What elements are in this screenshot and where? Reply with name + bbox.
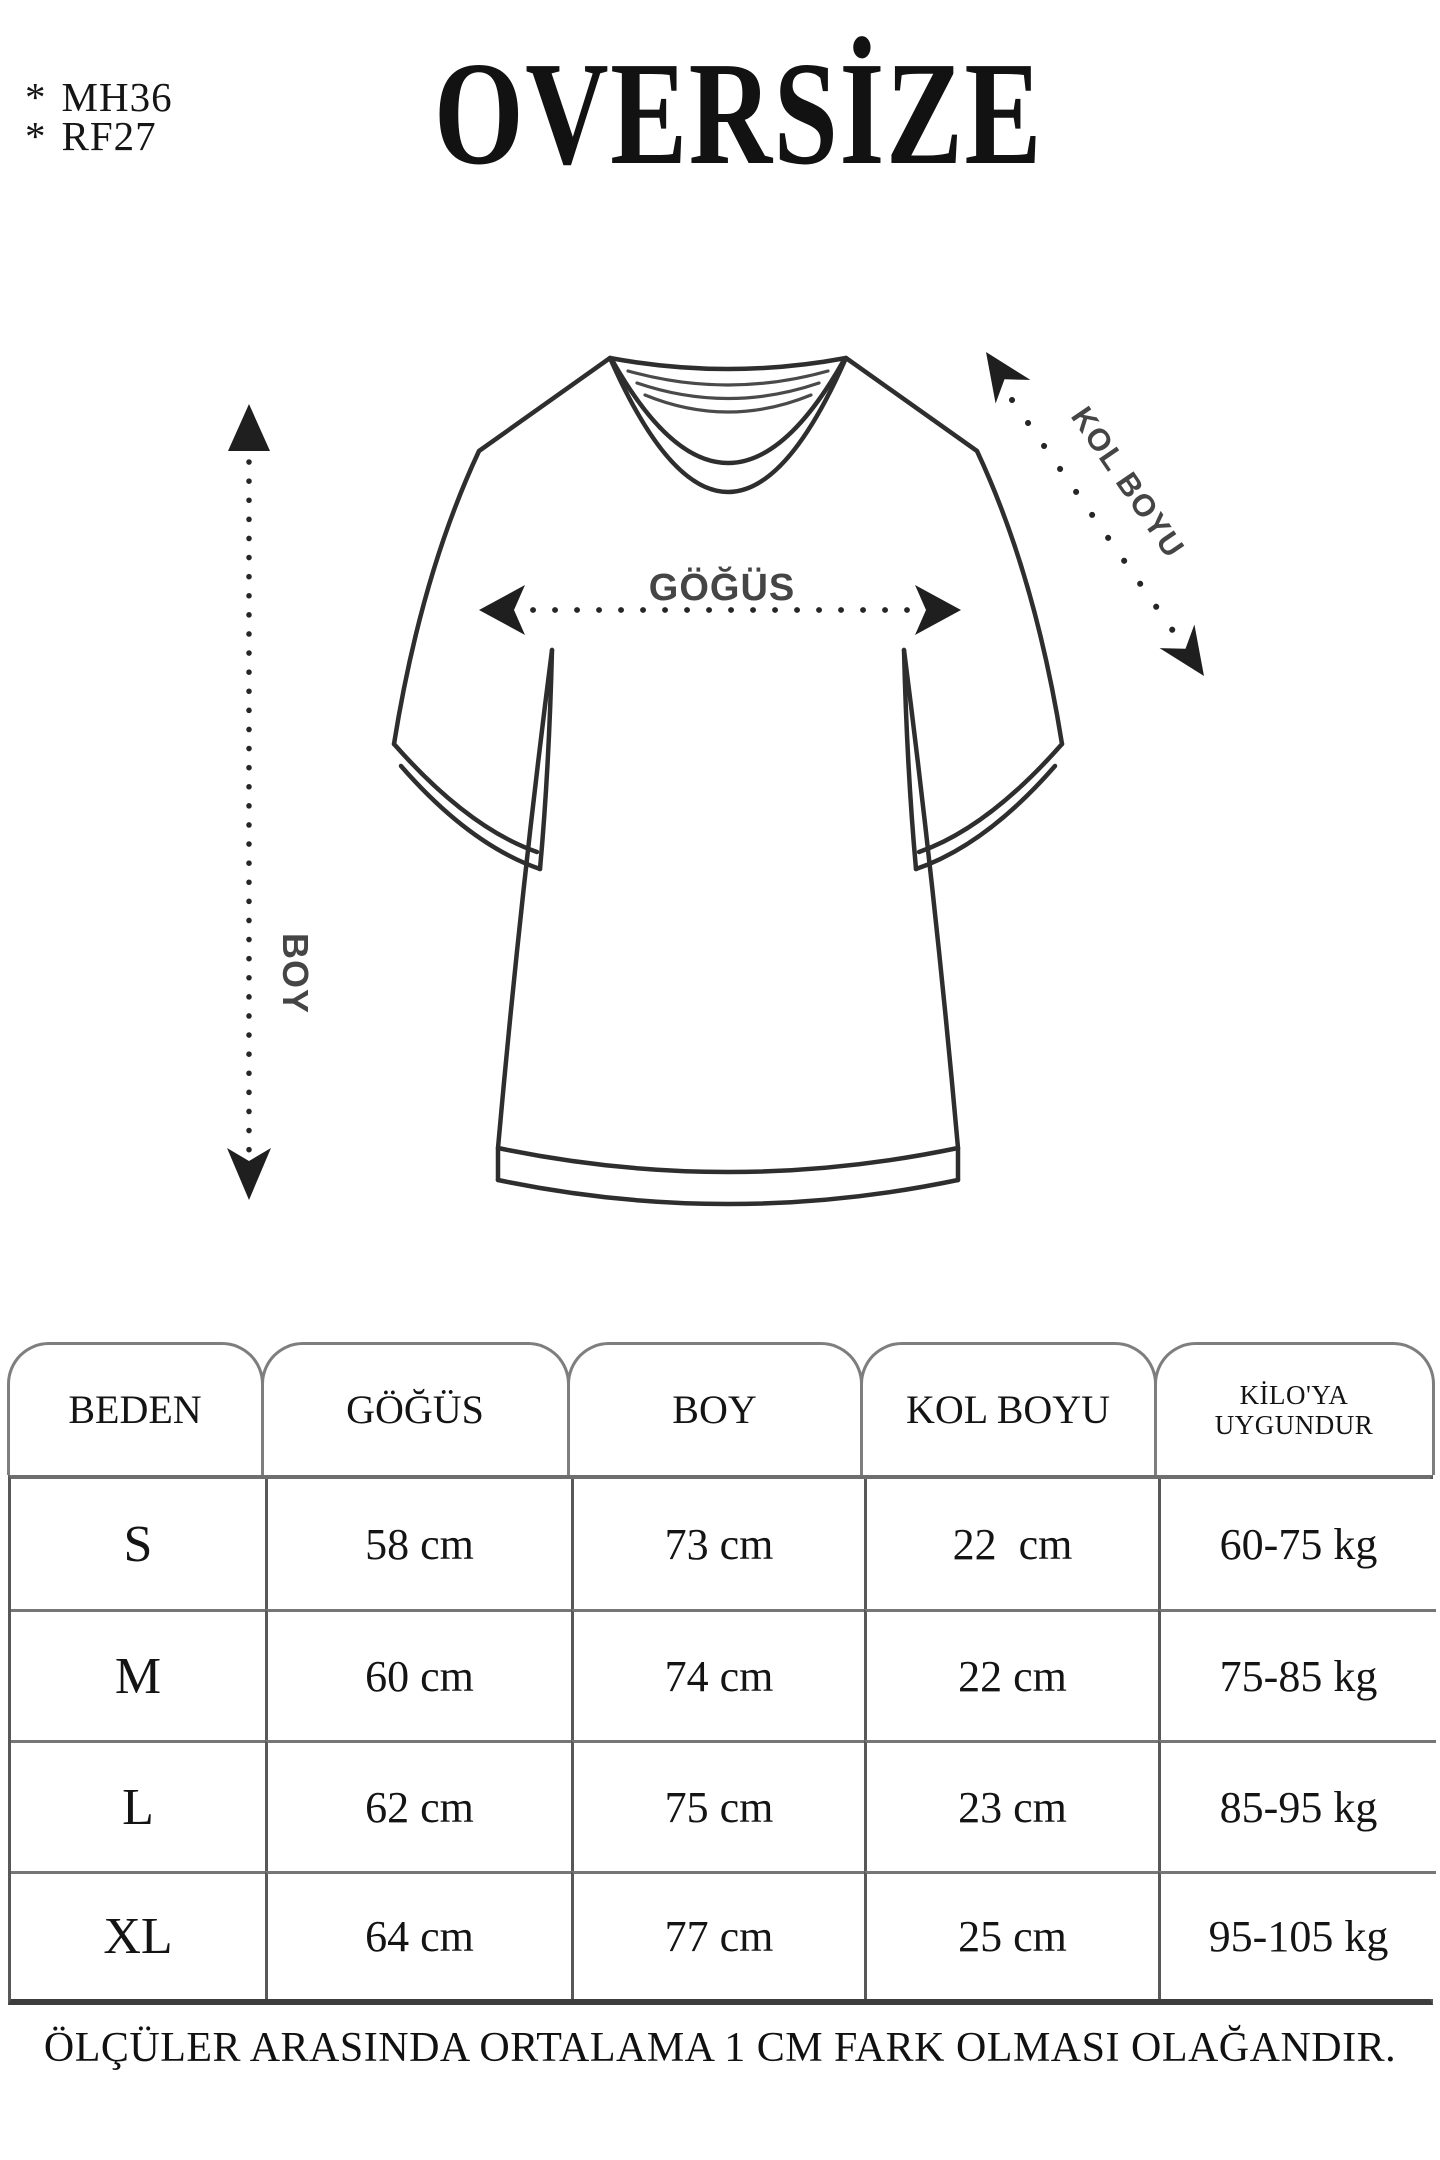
product-code: RF27 (61, 113, 157, 159)
arrowhead-down (227, 1148, 271, 1200)
size-table-header (8, 1342, 1433, 1475)
length-label: BOY (275, 933, 316, 1015)
size-cell: XL (11, 1871, 265, 1999)
footnote: ÖLÇÜLER ARASINDA ORTALAMA 1 CM FARK OLMASI OLAĞANDIR. (43, 2025, 1397, 2071)
column-header-4: KİLO'YA UYGUNDUR (1154, 1342, 1435, 1475)
column-header-3: KOL BOYU (860, 1342, 1157, 1475)
measurement-cell: 95-105 kg (1158, 1871, 1436, 1999)
measurement-cell: 60 cm (265, 1609, 571, 1740)
measurement-cell: 64 cm (265, 1871, 571, 1999)
measurement-cell: 25 cm (864, 1871, 1158, 1999)
column-header-1: GÖĞÜS (261, 1342, 570, 1475)
measurement-cell: 58 cm (265, 1479, 571, 1609)
measurement-cell: 73 cm (571, 1479, 864, 1609)
product-code: MH36 (61, 74, 173, 120)
chest-label: GÖĞÜS (648, 567, 796, 609)
length-measure-arrow (227, 404, 271, 1200)
measurement-cell: 75-85 kg (1158, 1609, 1436, 1740)
measurement-cell: 74 cm (571, 1609, 864, 1740)
arrowhead-right (915, 585, 961, 635)
size-table-body (8, 1475, 1433, 2005)
size-cell: L (11, 1740, 265, 1871)
measurement-cell: 75 cm (571, 1740, 864, 1871)
arrowhead-left (479, 585, 525, 635)
measurement-cell: 62 cm (265, 1740, 571, 1871)
measurement-cell: 60-75 kg (1158, 1479, 1436, 1609)
arrowhead-up (228, 404, 270, 451)
measurement-cell: 23 cm (864, 1740, 1158, 1871)
size-table (8, 1342, 1433, 2005)
measurement-cell: 22 cm (864, 1479, 1158, 1609)
arrowhead-up-left (986, 352, 1030, 404)
column-header-2: BOY (567, 1342, 863, 1475)
bullet-asterisk: * (25, 74, 47, 120)
sleeve-label: KOL BOYU (1064, 400, 1192, 565)
measurement-cell: 22 cm (864, 1609, 1158, 1740)
size-cell: M (11, 1609, 265, 1740)
measurement-cell: 85-95 kg (1158, 1740, 1436, 1871)
bullet-asterisk: * (25, 113, 47, 159)
column-header-0: BEDEN (7, 1342, 264, 1475)
size-cell: S (11, 1479, 265, 1609)
measurement-cell: 77 cm (571, 1871, 864, 1999)
tshirt-outline (394, 358, 1062, 1204)
arrowhead-down-right (1160, 625, 1204, 677)
page-title-text: OVERSİZE (433, 32, 1043, 196)
